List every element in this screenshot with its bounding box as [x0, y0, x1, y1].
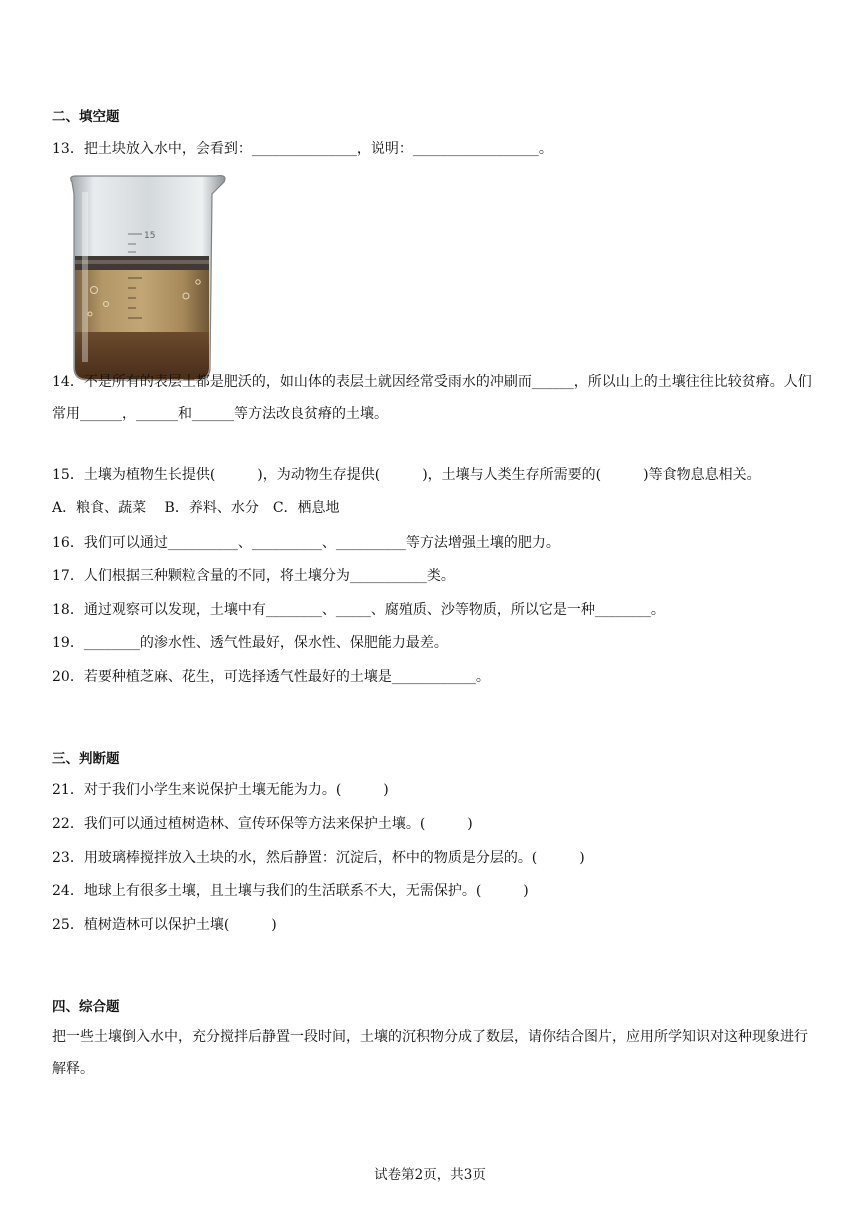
comprehensive-text: 把一些土壤倒入水中，充分搅拌后静置一段时间，土壤的沉积物分成了数层，请你结合图片，应用所学知识对这种现象进行解释。 — [52, 1029, 808, 1077]
section-title-comprehensive: 四、综合题 — [52, 999, 120, 1015]
section-title-fill: 二、填空题 — [52, 109, 120, 125]
beaker-scale-label: 15 — [144, 231, 156, 241]
question-21: 21．对于我们小学生来说保护土壤无能为力。( ) — [52, 782, 389, 798]
question-15: 15．土壤为植物生长提供( )，为动物生存提供( )，土壤与人类生存所需要的( )等食物息息相关。 — [52, 467, 761, 483]
question-15-options: A．粮食、蔬菜 B．养料、水分 C．栖息地 — [52, 500, 340, 516]
question-17: 17．人们根据三种颗粒含量的不同，将土壤分为___________类。 — [52, 568, 455, 584]
beaker-image — [66, 172, 230, 384]
question-18: 18．通过观察可以发现，土壤中有________、_____、腐殖质、沙等物质，所以它是一种________。 — [52, 602, 665, 618]
question-14: 14．不是所有的表层土都是肥沃的，如山体的表层土就因经常受雨水的冲刷而______，所以山上的土壤往往比较贫瘠。人们常用______，______和______等方法改良贫瘠的土壤。 — [52, 374, 812, 422]
section-title-judge: 三、判断题 — [52, 751, 120, 767]
question-16: 16．我们可以通过__________、__________、__________等方法增强土壤的肥力。 — [52, 535, 560, 551]
question-25: 25．植树造林可以保护土壤( ) — [52, 917, 277, 933]
question-24: 24．地球上有很多土壤，且土壤与我们的生活联系不大，无需保护。( ) — [52, 883, 529, 899]
question-23: 23．用玻璃棒搅拌放入土块的水，然后静置：沉淀后，杯中的物质是分层的。( ) — [52, 850, 585, 866]
question-20: 20．若要种植芝麻、花生，可选择透气性最好的土壤是____________。 — [52, 669, 490, 685]
question-13: 13．把土块放入水中，会看到：_______________，说明：__________________。 — [52, 141, 553, 157]
question-22: 22．我们可以通过植树造林、宣传环保等方法来保护土壤。( ) — [52, 816, 473, 832]
question-19: 19．________的渗水性、透气性最好，保水性、保肥能力最差。 — [52, 635, 448, 651]
page-footer: 试卷第2页，共3页 — [374, 1167, 486, 1183]
